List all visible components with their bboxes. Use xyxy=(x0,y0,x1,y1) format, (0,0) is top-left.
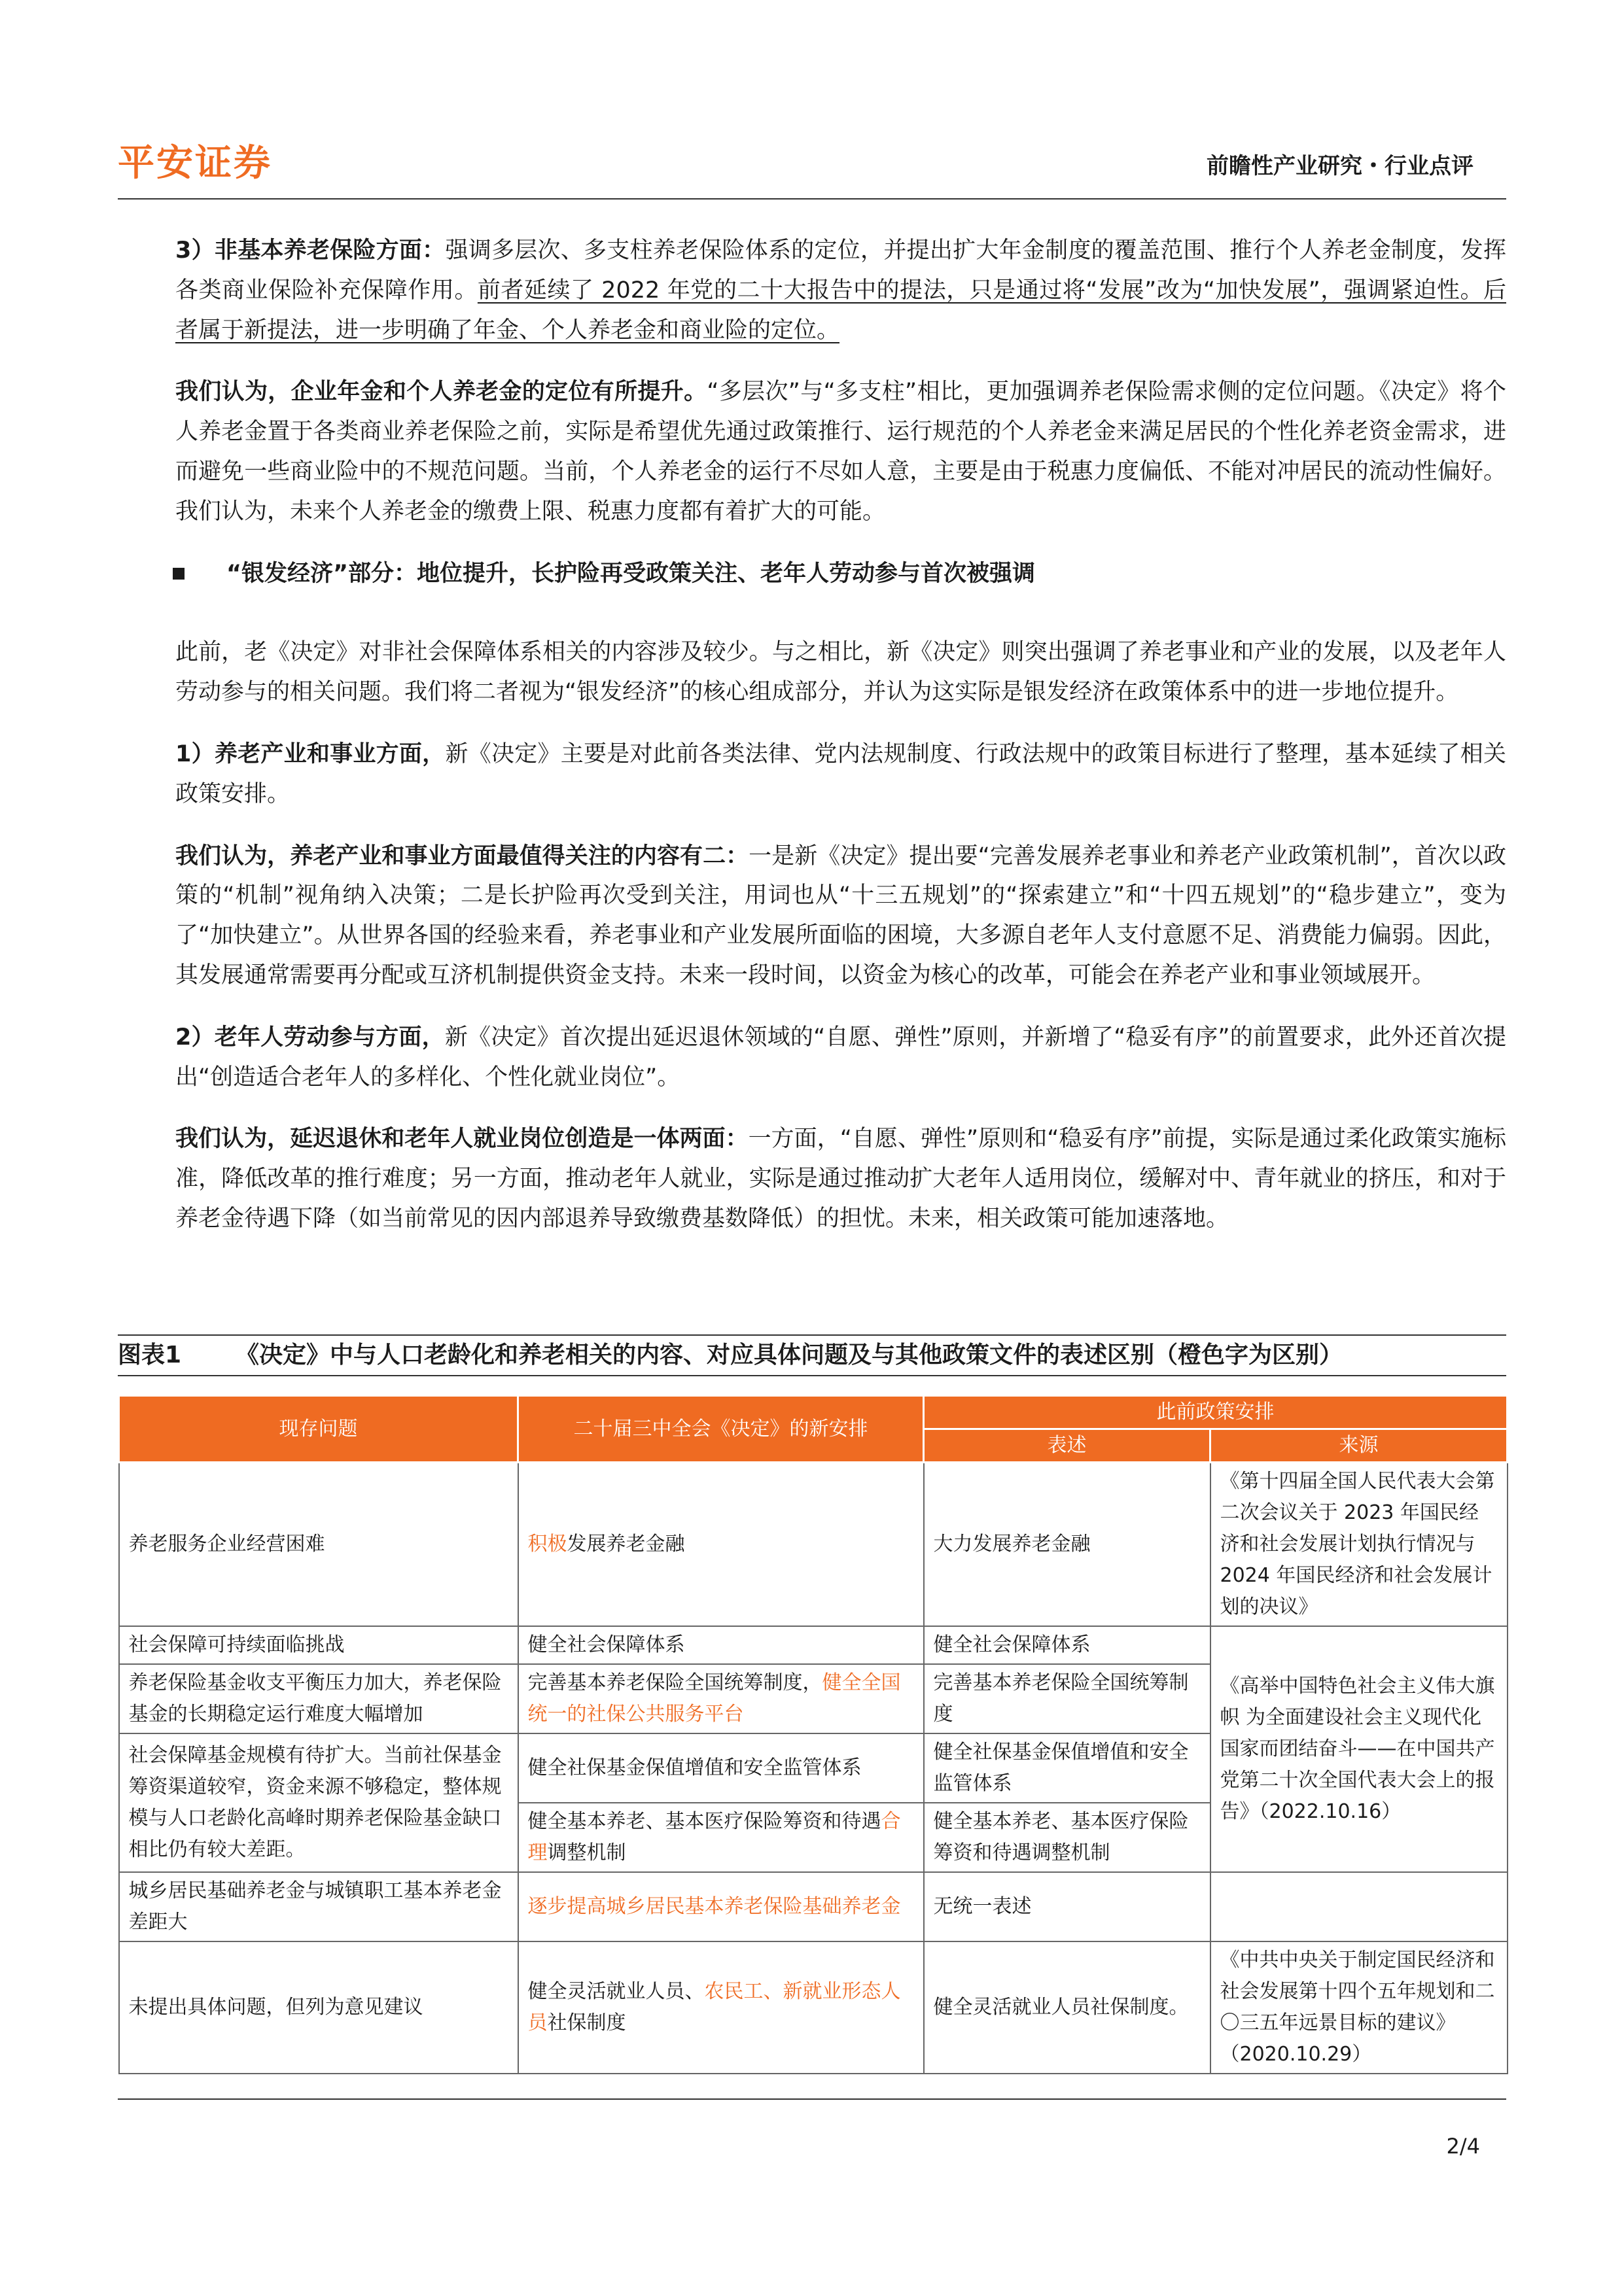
policy-comparison-table xyxy=(118,1395,1508,2074)
paragraph-text: 此前，老《决定》对非社会保障体系相关的内容涉及较少。与之相比，新《决定》则突出强调了养老事业和产业的发展，以及老年人劳动参与的相关问题。我们将二者视为“银发经济”的核心组成部分，并认为这实际是银发经济在政策体系中的进一步地位提升。 xyxy=(175,639,1506,706)
cell-problem: 城乡居民基础养老金与城镇职工基本养老金差距大 xyxy=(119,1872,518,1941)
page-number: 2/4 xyxy=(1446,2134,1480,2159)
highlight-text: 逐步提高城乡居民基本养老保险基础养老金 xyxy=(527,1895,901,1918)
paragraph-text: 一是新《决定》提出要“完善发展养老事业和养老产业政策机制”，首次以政策的“机制”视角纳入决策；二是长护险再次受到关注，用词也从“十三五规划”的“探索建立”和“十四五规划”的“稳步建立”，变为了“加快建立”。从世界各国的经验来看，养老事业和产业发展所面临的困境，大多源自老年人支付意愿不足、消费能力偏弱。因此，其发展通常需要再分配或互济机制提供资金支持。未来一段时间，以资金为核心的改革，可能会在养老产业和事业领域展开。 xyxy=(175,843,1506,988)
cell-new: 健全社会保障体系 xyxy=(518,1626,924,1664)
header-divider xyxy=(118,198,1506,200)
paragraph-lead: 我们认为，延迟退休和老年人就业岗位创造是一体两面： xyxy=(175,1126,749,1153)
section-bullet xyxy=(175,554,1506,594)
paragraph-lead: 2）老年人劳动参与方面， xyxy=(175,1024,445,1051)
report-category: 前瞻性产业研究・行业点评 xyxy=(1207,153,1474,179)
cell-text: 社保制度 xyxy=(547,2011,626,2034)
table-row xyxy=(119,1941,1508,2074)
paragraph-lead: 1）养老产业和事业方面， xyxy=(175,740,446,767)
underlined-text: 前者延续了 2022 年党的二十大报告中的提法，只是通过将“发展”改为“加快发展”，强调紧迫性。后者属于新提法，进一步明确了年金、个人养老金和商业险的定位。 xyxy=(175,277,1506,343)
highlight-text: 健全全国统一的社保公共服务平台 xyxy=(527,1671,901,1726)
footer-divider xyxy=(118,2098,1506,2100)
paragraph-elderly-industry xyxy=(175,735,1506,814)
figure-bottom-rule xyxy=(118,1375,1506,1376)
figure-number: 图表1 xyxy=(118,1342,182,1368)
table-row xyxy=(119,1626,1508,1664)
highlight-text: 农民工、新就业形态人员 xyxy=(527,1980,901,2034)
cell-problem: 社会保障基金规模有待扩大。当前社保基金筹资渠道较窄，资金来源不够稳定，整体规模与人口老龄化高峰时期养老保险基金缺口相比仍有较大差距。 xyxy=(119,1733,518,1872)
cell-source: 《第十四届全国人民代表大会第二次会议关于 2023 年国民经济和社会发展计划执行情况与 2024 年国民经济和社会发展计划的决议》 xyxy=(1210,1463,1508,1627)
cell-source: 《中共中央关于制定国民经济和社会发展第十四个五年规划和二〇三五年远景目标的建议》（2020.10.29） xyxy=(1210,1941,1508,2074)
cell-new xyxy=(518,1664,924,1733)
paragraph-labor-participation xyxy=(175,1018,1506,1098)
header-source: 来源 xyxy=(1210,1429,1508,1463)
article-body xyxy=(175,231,1506,1261)
paragraph-lead: 我们认为，企业年金和个人养老金的定位有所提升。 xyxy=(175,379,707,406)
cell-text: 完善基本养老保险全国统筹制度， xyxy=(527,1671,822,1694)
cell-text: 健全基本养老、基本医疗保险筹资和待遇 xyxy=(527,1810,881,1833)
cell-new xyxy=(518,1463,924,1627)
cell-new xyxy=(518,1872,924,1941)
brand-logo: 平安证券 xyxy=(118,142,272,184)
bullet-text: “银发经济”部分：地位提升，长护险再受政策关注、老年人劳动参与首次被强调 xyxy=(226,560,1036,587)
cell-new: 健全社保基金保值增值和安全监管体系 xyxy=(518,1733,924,1803)
highlight-text: 积极 xyxy=(527,1533,567,1556)
cell-expression: 大力发展养老金融 xyxy=(924,1463,1210,1627)
paragraph-silver-economy xyxy=(175,633,1506,712)
paragraph-retirement-view xyxy=(175,1119,1506,1238)
cell-expression: 健全社保基金保值增值和安全监管体系 xyxy=(924,1733,1210,1803)
cell-expression: 无统一表述 xyxy=(924,1872,1210,1941)
table-row xyxy=(119,1872,1508,1941)
paragraph-text: 强调多层次、多支柱养老保险体系的定位，并提出扩大年金制度的覆盖范围、推行个人养老金制度，发挥各类商业保险补充保障作用。 xyxy=(175,237,1506,304)
header-expression: 表述 xyxy=(924,1429,1210,1463)
cell-text: 发展养老金融 xyxy=(567,1533,685,1556)
cell-source-empty xyxy=(1210,1872,1508,1941)
cell-text: 调整机制 xyxy=(547,1841,626,1864)
paragraph-text: 一方面，“自愿、弹性”原则和“稳妥有序”前提，实际是通过柔化政策实施标准，降低改革的推行难度；另一方面，推动老年人就业，实际是通过推动扩大老年人适用岗位，缓解对中、青年就业的挤压，和对于养老金待遇下降（如当前常见的因内部退养导致缴费基数降低）的担忧。未来，相关政策可能加速落地。 xyxy=(175,1126,1506,1232)
paragraph-non-basic-pension xyxy=(175,231,1506,350)
header-new-arrangement: 二十届三中全会《决定》的新安排 xyxy=(518,1396,924,1463)
cell-expression: 完善基本养老保险全国统筹制度 xyxy=(924,1664,1210,1733)
figure-caption: 《决定》中与人口老龄化和养老相关的内容、对应具体问题及与其他政策文件的表述区别（橙色字为区别） xyxy=(236,1342,1343,1368)
highlight-text: 合理 xyxy=(527,1810,901,1864)
cell-problem: 社会保障可持续面临挑战 xyxy=(119,1626,518,1664)
cell-expression: 健全社会保障体系 xyxy=(924,1626,1210,1664)
paragraph-text: 新《决定》首次提出延迟退休领域的“自愿、弹性”原则，并新增了“稳妥有序”的前置要求，此外还首次提出“创造适合老年人的多样化、个性化就业岗位”。 xyxy=(175,1024,1506,1090)
paragraph-annuity-view xyxy=(175,372,1506,531)
cell-new xyxy=(518,1941,924,2074)
square-bullet-icon xyxy=(173,568,185,580)
cell-problem: 未提出具体问题，但列为意见建议 xyxy=(119,1941,518,2074)
cell-source: 《高举中国特色社会主义伟大旗帜 为全面建设社会主义现代化国家而团结奋斗——在中国共产党第二十次全国代表大会上的报告》（2022.10.16） xyxy=(1210,1626,1508,1872)
cell-new xyxy=(518,1803,924,1872)
cell-expression: 健全灵活就业人员社保制度。 xyxy=(924,1941,1210,2074)
cell-text: 健全灵活就业人员、 xyxy=(527,1980,705,2003)
cell-problem: 养老服务企业经营困难 xyxy=(119,1463,518,1627)
paragraph-text: 新《决定》主要是对此前各类法律、党内法规制度、行政法规中的政策目标进行了整理，基本延续了相关政策安排。 xyxy=(175,740,1506,807)
header-prior-policy: 此前政策安排 xyxy=(924,1396,1508,1429)
paragraph-text: “多层次”与“多支柱”相比，更加强调养老保险需求侧的定位问题。《决定》将个人养老金置于各类商业养老保险之前，实际是希望优先通过政策推行、运行规范的个人养老金来满足居民的个性化养老资金需求，进而避免一些商业险中的不规范问题。当前，个人养老金的运行不尽如人意，主要是由于税惠力度偏低、不能对冲居民的流动性偏好。我们认为，未来个人养老金的缴费上限、税惠力度都有着扩大的可能。 xyxy=(175,379,1506,525)
paragraph-industry-view xyxy=(175,837,1506,996)
header-problem: 现存问题 xyxy=(119,1396,518,1463)
paragraph-lead: 我们认为，养老产业和事业方面最值得关注的内容有二： xyxy=(175,843,749,869)
table-row xyxy=(119,1463,1508,1627)
cell-expression: 健全基本养老、基本医疗保险筹资和待遇调整机制 xyxy=(924,1803,1210,1872)
figure-title xyxy=(118,1336,1506,1375)
figure-title-block xyxy=(118,1334,1506,1376)
cell-problem: 养老保险基金收支平衡压力加大，养老保险基金的长期稳定运行难度大幅增加 xyxy=(119,1664,518,1733)
paragraph-lead: 3）非基本养老保险方面： xyxy=(175,237,446,264)
